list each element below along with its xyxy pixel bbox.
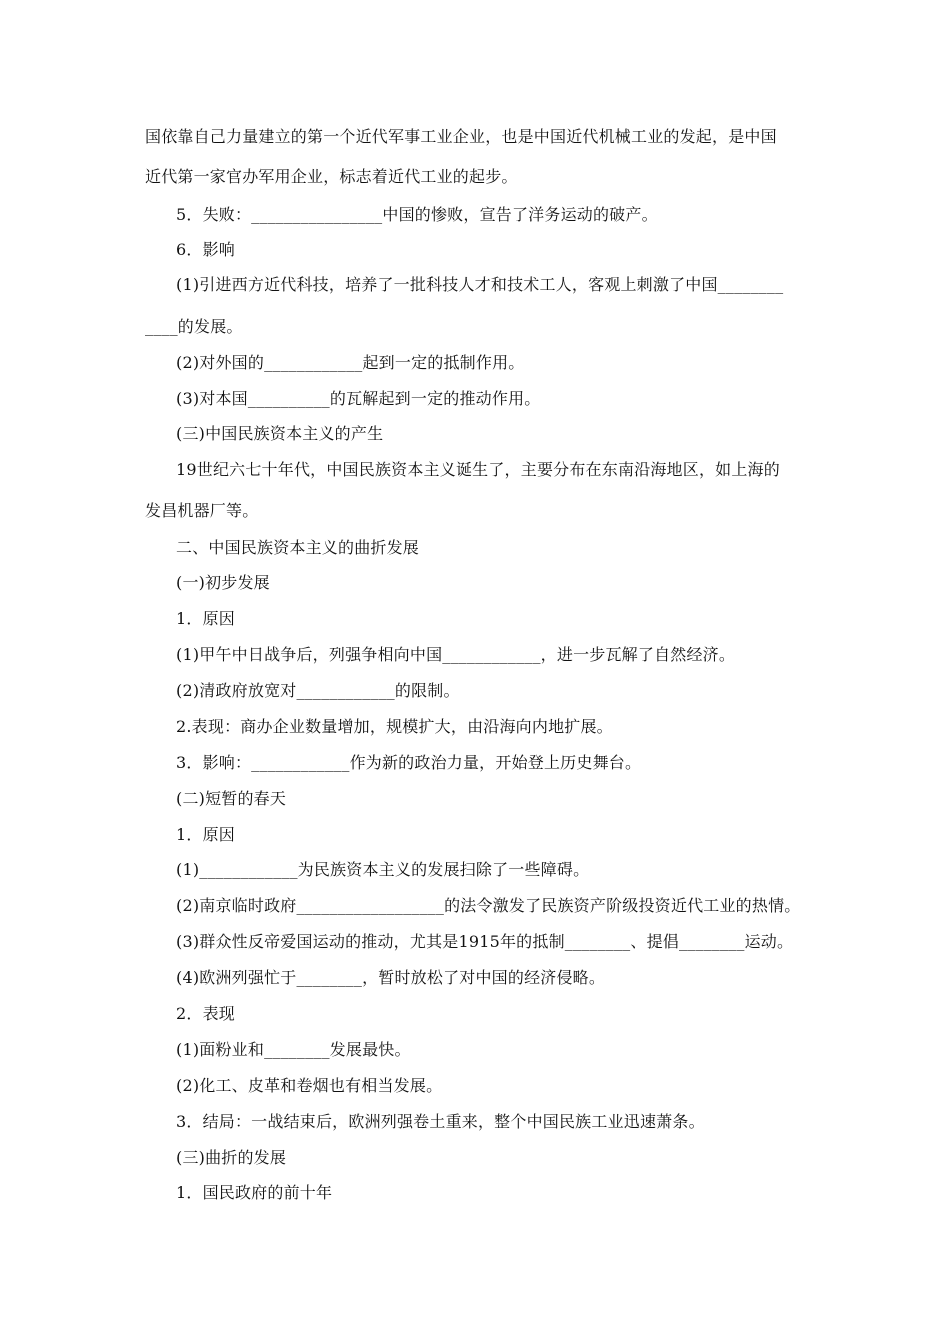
text-line: 近代第一家官办军用企业，标志着近代工业的起步。 [145, 167, 518, 186]
text-line: 1．国民政府的前十年 [176, 1183, 333, 1202]
text-line: 2.表现：商办企业数量增加，规模扩大，由沿海向内地扩展。 [176, 717, 613, 736]
section-heading: (二)短暂的春天 [176, 789, 287, 808]
text-line: (1)甲午中日战争后，列强争相向中国____________，进一步瓦解了自然经济。 [176, 645, 736, 664]
text-line: (2)对外国的____________起到一定的抵制作用。 [176, 353, 525, 372]
text-line: 1．原因 [176, 825, 235, 844]
text-line: (2)化工、皮革和卷烟也有相当发展。 [176, 1076, 443, 1095]
text-line: 3．影响：____________作为新的政治力量，开始登上历史舞台。 [176, 753, 642, 772]
text-line: 19世纪六七十年代，中国民族资本主义诞生了，主要分布在东南沿海地区，如上海的 [176, 460, 780, 479]
section-heading: 二、中国民族资本主义的曲折发展 [176, 538, 420, 557]
text-line: (4)欧洲列强忙于________，暂时放松了对中国的经济侵略。 [176, 968, 606, 987]
text-line: 3．结局：一战结束后，欧洲列强卷土重来，整个中国民族工业迅速萧条。 [176, 1112, 705, 1131]
text-line: ____的发展。 [145, 317, 243, 336]
text-line: (1)面粉业和________发展最快。 [176, 1040, 411, 1059]
text-line: (3)对本国__________的瓦解起到一定的推动作用。 [176, 389, 541, 408]
text-line: 国依靠自己力量建立的第一个近代军事工业企业，也是中国近代机械工业的发起，是中国 [145, 127, 777, 146]
text-line: 5．失败：________________中国的惨败，宣告了洋务运动的破产。 [176, 205, 658, 224]
text-line: 发昌机器厂等。 [145, 501, 259, 520]
text-line: 2．表现 [176, 1004, 235, 1023]
text-line: (2)南京临时政府__________________的法令激发了民族资产阶级投资近代工业的热情。 [176, 896, 801, 915]
text-line: (3)群众性反帝爱国运动的推动，尤其是1915年的抵制________、提倡________运动。 [176, 932, 794, 951]
section-heading: (三)中国民族资本主义的产生 [176, 424, 384, 443]
text-line: (2)清政府放宽对____________的限制。 [176, 681, 460, 700]
text-line: 1．原因 [176, 609, 235, 628]
text-line: (1)____________为民族资本主义的发展扫除了一些障碍。 [176, 860, 590, 879]
text-line: (1)引进西方近代科技，培养了一批科技人才和技术工人，客观上刺激了中国________ [176, 275, 784, 294]
text-line: 6．影响 [176, 240, 235, 259]
section-heading: (三)曲折的发展 [176, 1148, 287, 1167]
section-heading: (一)初步发展 [176, 573, 270, 592]
